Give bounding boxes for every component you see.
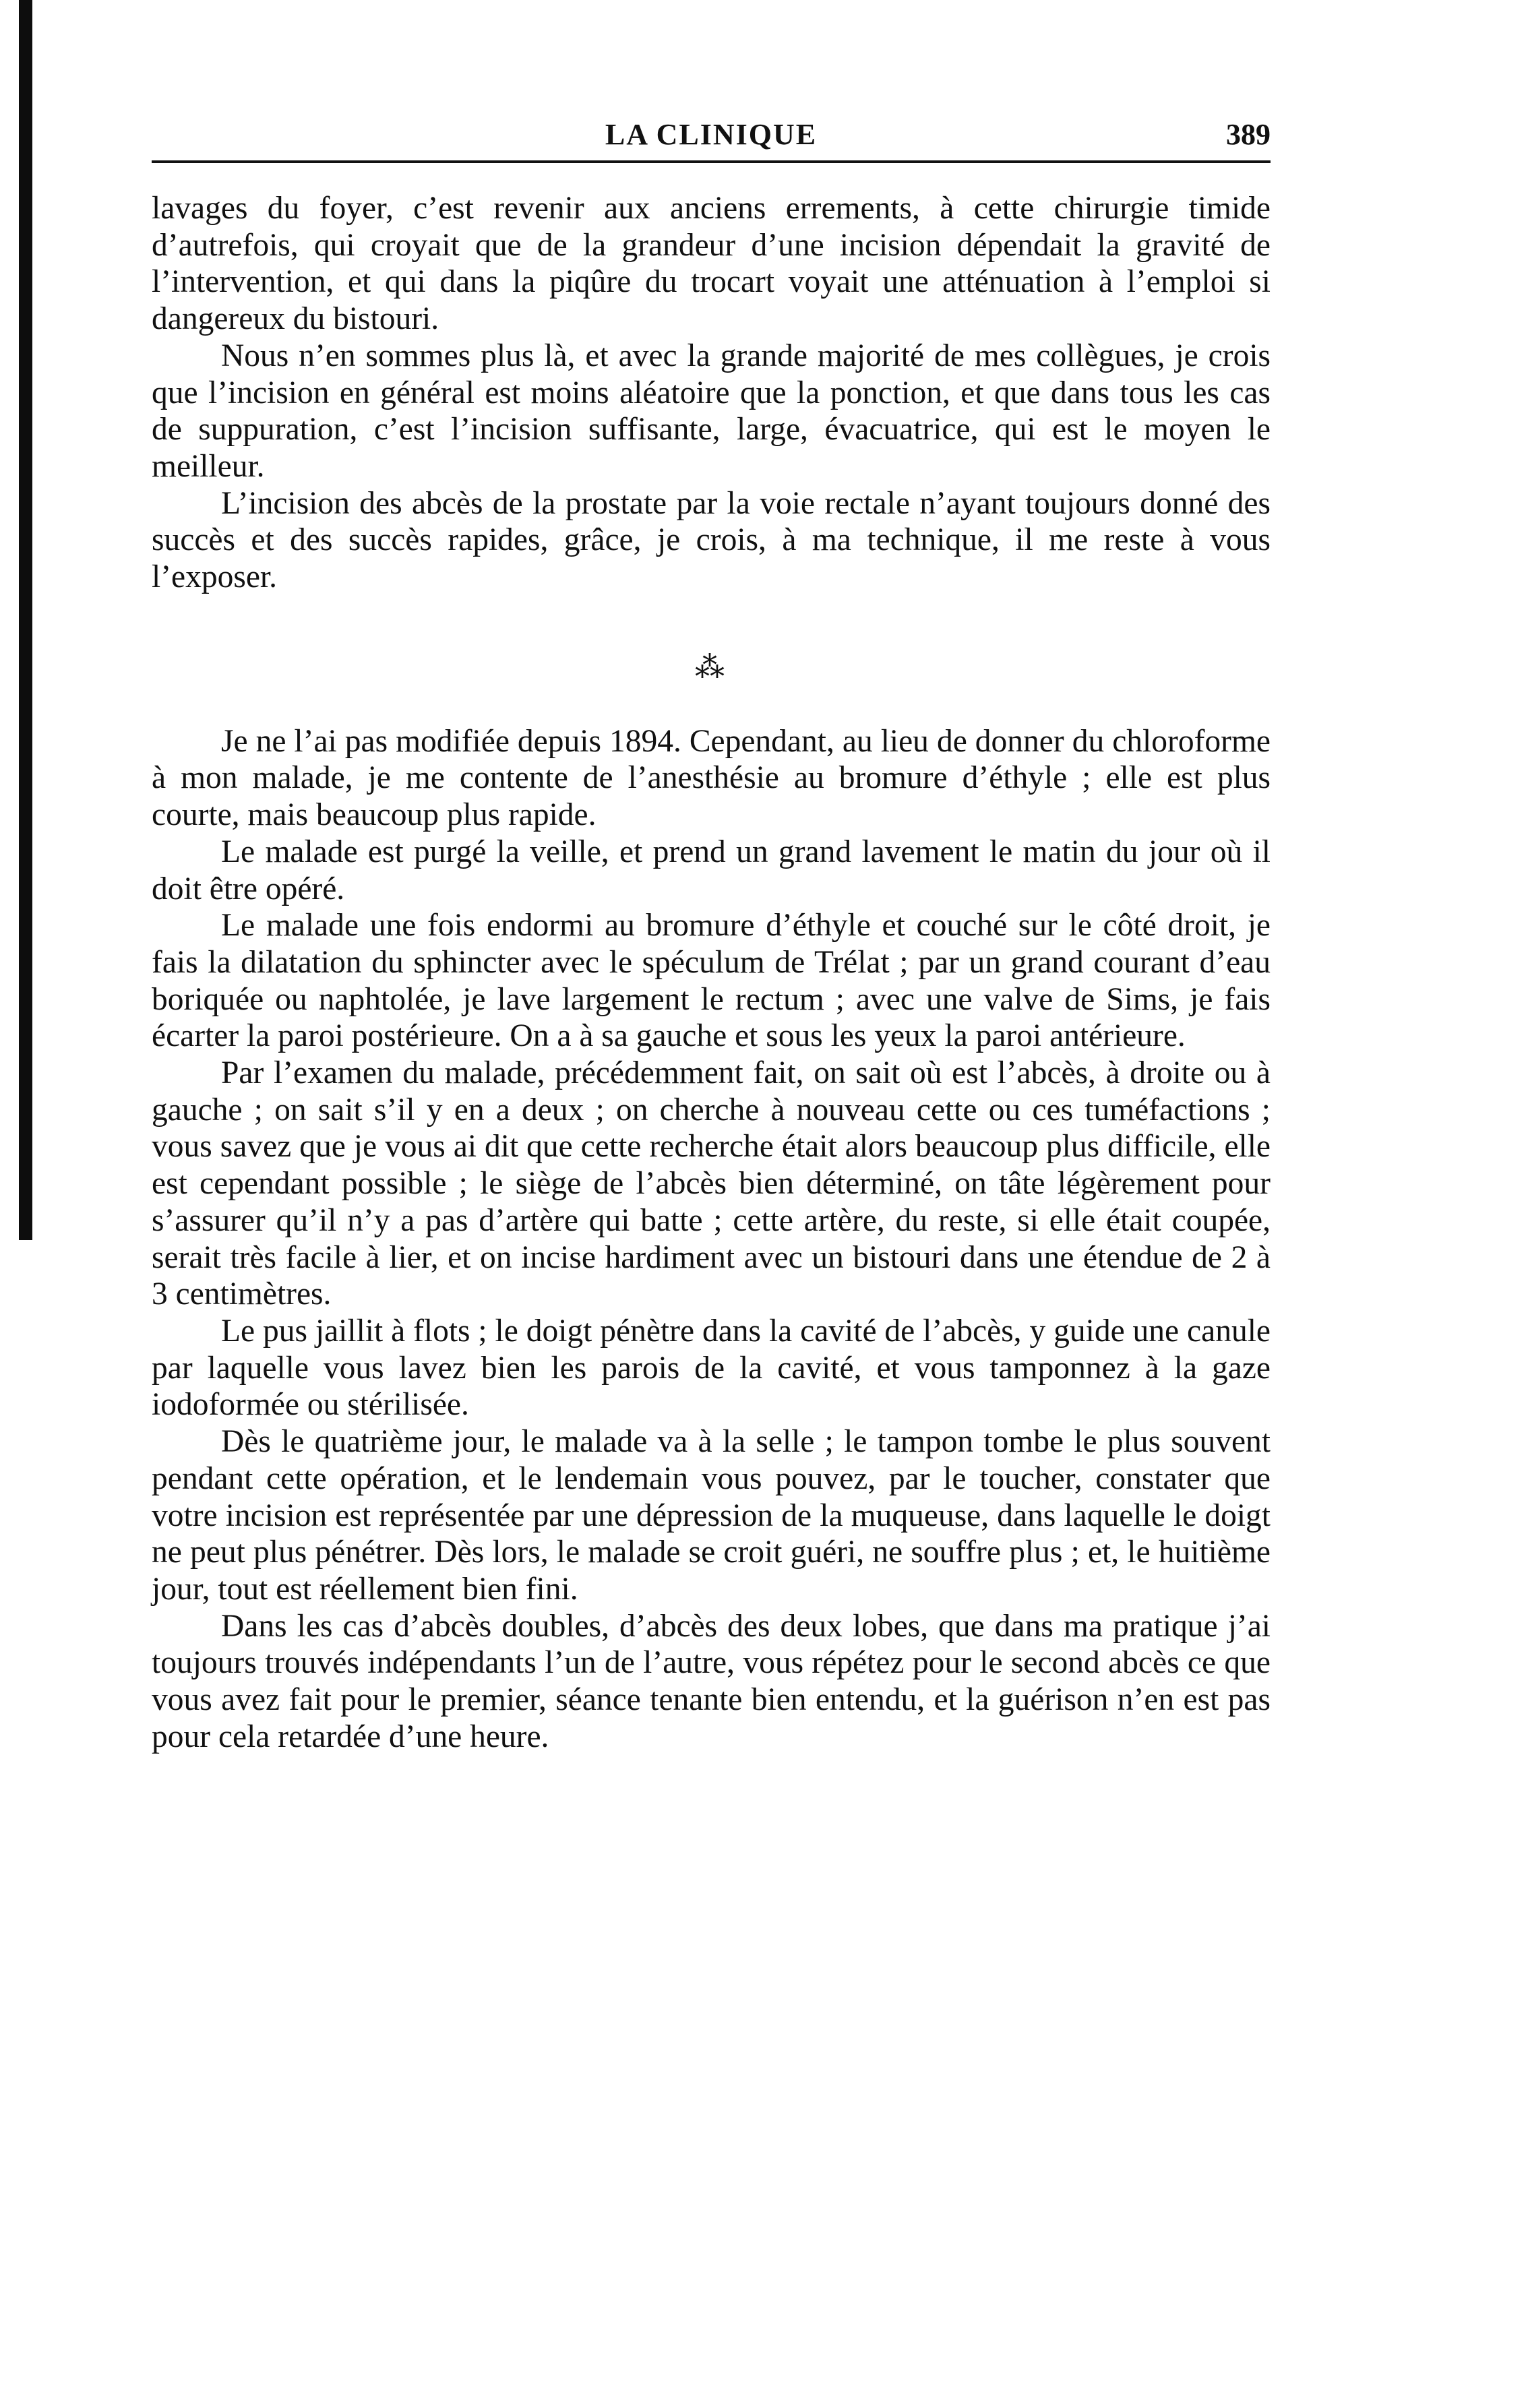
paragraph: Le malade est purgé la veille, et prend un grand lavement le matin du jour où il doit être opéré. [152, 834, 1271, 906]
running-head [152, 108, 1271, 155]
header-rule [152, 160, 1271, 163]
body-text [152, 190, 1271, 1755]
paragraph: Nous n’en sommes plus là, et avec la grande majorité de mes collègues, je crois que l’incision en général est moins aléatoire que la ponction, et que dans tous les cas de suppuration, c’est l’incision suffisante, large, évacuatrice, qui est le moyen le meilleur. [152, 338, 1271, 484]
asterism-separator: ⁂ [695, 650, 727, 684]
paragraph: Le pus jaillit à flots ; le doigt pénètre dans la cavité de l’abcès, y guide une canule par laquelle vous lavez bien les parois de la cavité, et vous tamponnez à la gaze iodoformée ou stérilisée. [152, 1313, 1271, 1423]
paragraph-continuation: lavages du foyer, c’est revenir aux anciens errements, à cette chirurgie timide d’autrefois, qui croyait que de la grandeur d’une incision dépendait la gravité de l’intervention, et qui dans la piqûre du trocart voyait une atténuation à l’emploi si dangereux du bistouri. [152, 191, 1271, 337]
book-page [152, 108, 1271, 1755]
paragraph: Dès le quatrième jour, le malade va à la selle ; le tampon tombe le plus souvent pendant cette opération, et le lendemain vous pouvez, par le toucher, constater que votre incision est représentée par une dépression de la muqueuse, dans laquelle le doigt ne peut plus pénétrer. Dès lors, le malade se croit guéri, ne souffre plus ; et, le huitième jour, tout est réellement bien fini. [152, 1424, 1271, 1607]
running-title: LA CLINIQUE [605, 118, 818, 151]
paragraph: Le malade une fois endormi au bromure d’éthyle et couché sur le côté droit, je fais la dilatation du sphincter avec le spéculum de Trélat ; par un grand courant d’eau boriquée ou naphtolée, je lave largement le rectum ; avec une valve de Sims, je fais écarter la paroi postérieure. On a à sa gauche et sous les yeux la paroi antérieure. [152, 908, 1271, 1054]
paragraph: L’incision des abcès de la prostate par la voie rectale n’ayant toujours donné des succès et des succès rapides, grâce, je crois, à ma technique, il me reste à vous l’exposer. [152, 485, 1271, 595]
paragraph: Dans les cas d’abcès doubles, d’abcès des deux lobes, que dans ma pratique j’ai toujours trouvés indépendants l’un de l’autre, vous répétez pour le second abcès ce que vous avez fait pour le premier, séance tenante bien entendu, et la guérison n’en est pas pour cela retardée d’une heure. [152, 1608, 1271, 1754]
binding-edge [19, 0, 32, 1240]
page-number: 389 [1226, 118, 1271, 151]
paragraph: Par l’examen du malade, précédemment fait, on sait où est l’abcès, à droite ou à gauche ; on sait s’il y en a deux ; on cherche à nouveau cette ou ces tuméfactions ; vous savez que je vous ai dit que cette recherche était alors beaucoup plus difficile, elle est cependant possible ; le siège de l’abcès bien déterminé, on tâte légèrement pour s’assurer qu’il n’y a pas d’artère qui batte ; cette artère, du reste, si elle était coupée, serait très facile à lier, et on incise hardiment avec un bistouri dans une étendue de 2 à 3 centimètres. [152, 1055, 1271, 1312]
paragraph: Je ne l’ai pas modifiée depuis 1894. Cependant, au lieu de donner du chloroforme à mon malade, je me contente de l’anesthésie au bromure d’éthyle ; elle est plus courte, mais beaucoup plus rapide. [152, 723, 1271, 833]
